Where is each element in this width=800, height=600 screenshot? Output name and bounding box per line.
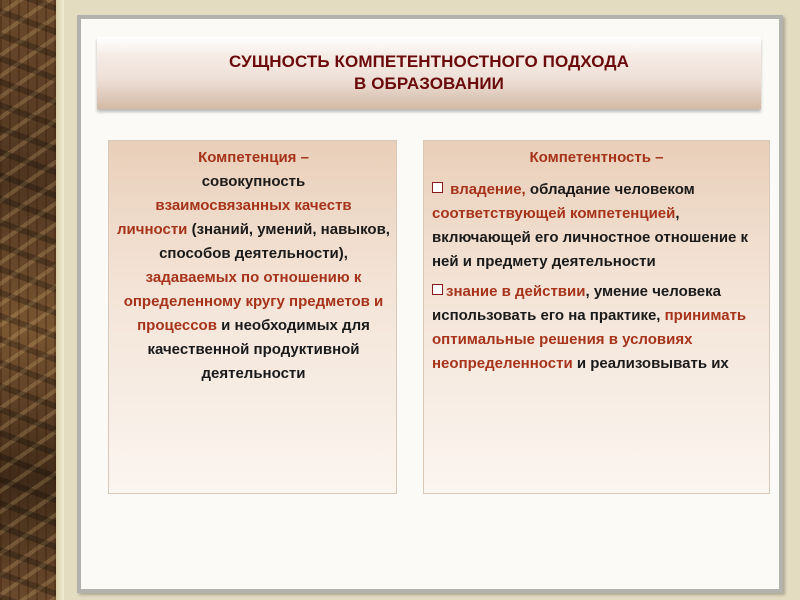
point2-b: , умение человека использовать его на практике, xyxy=(432,283,721,324)
checkbox-bullet-icon xyxy=(432,182,443,193)
competence-text-4: (знаний, умений, навыков, способов деятельности), xyxy=(159,221,390,262)
competence-text-6: и необходимых для качественной продуктивной деятельности xyxy=(147,317,370,382)
competency-point-2 xyxy=(432,280,751,376)
competency-point-1 xyxy=(432,178,751,274)
slide-frame xyxy=(77,15,783,593)
point2-c: принимать оптимальные решения в условиях неопределенности xyxy=(432,307,747,372)
point2-d: и реализовывать их xyxy=(572,355,729,372)
competency-box xyxy=(423,140,770,494)
point1-b: обладание человеком xyxy=(525,181,695,198)
competence-text-2: взаимосвязанных качеств xyxy=(155,197,352,214)
competence-box xyxy=(108,140,397,494)
checkbox-bullet-icon xyxy=(432,284,443,295)
competency-heading: Компетентность – xyxy=(529,149,664,166)
competence-text-5: задаваемых по отношению к определенному кругу предметов и процессов xyxy=(123,269,384,334)
competence-definition xyxy=(117,146,390,386)
title-line-1: СУЩНОСТЬ КОМПЕТЕНТНОСТНОГО ПОДХОДА xyxy=(229,52,629,71)
point2-a: знание в действии xyxy=(446,283,586,300)
competence-text-1: совокупность xyxy=(201,173,306,190)
title-bar xyxy=(97,37,761,109)
point1-c: соответствующей компетенцией xyxy=(432,205,676,222)
wood-texture-border xyxy=(0,0,56,600)
point1-d: , включающей его личностное отношение к ней и предмету деятельности xyxy=(432,205,749,270)
title-line-2: В ОБРАЗОВАНИИ xyxy=(354,74,504,93)
point1-a: владение, xyxy=(450,181,526,198)
wood-border-edge xyxy=(56,0,64,600)
competence-heading: Компетенция – xyxy=(198,149,309,166)
competence-text-3: личности xyxy=(117,221,188,238)
